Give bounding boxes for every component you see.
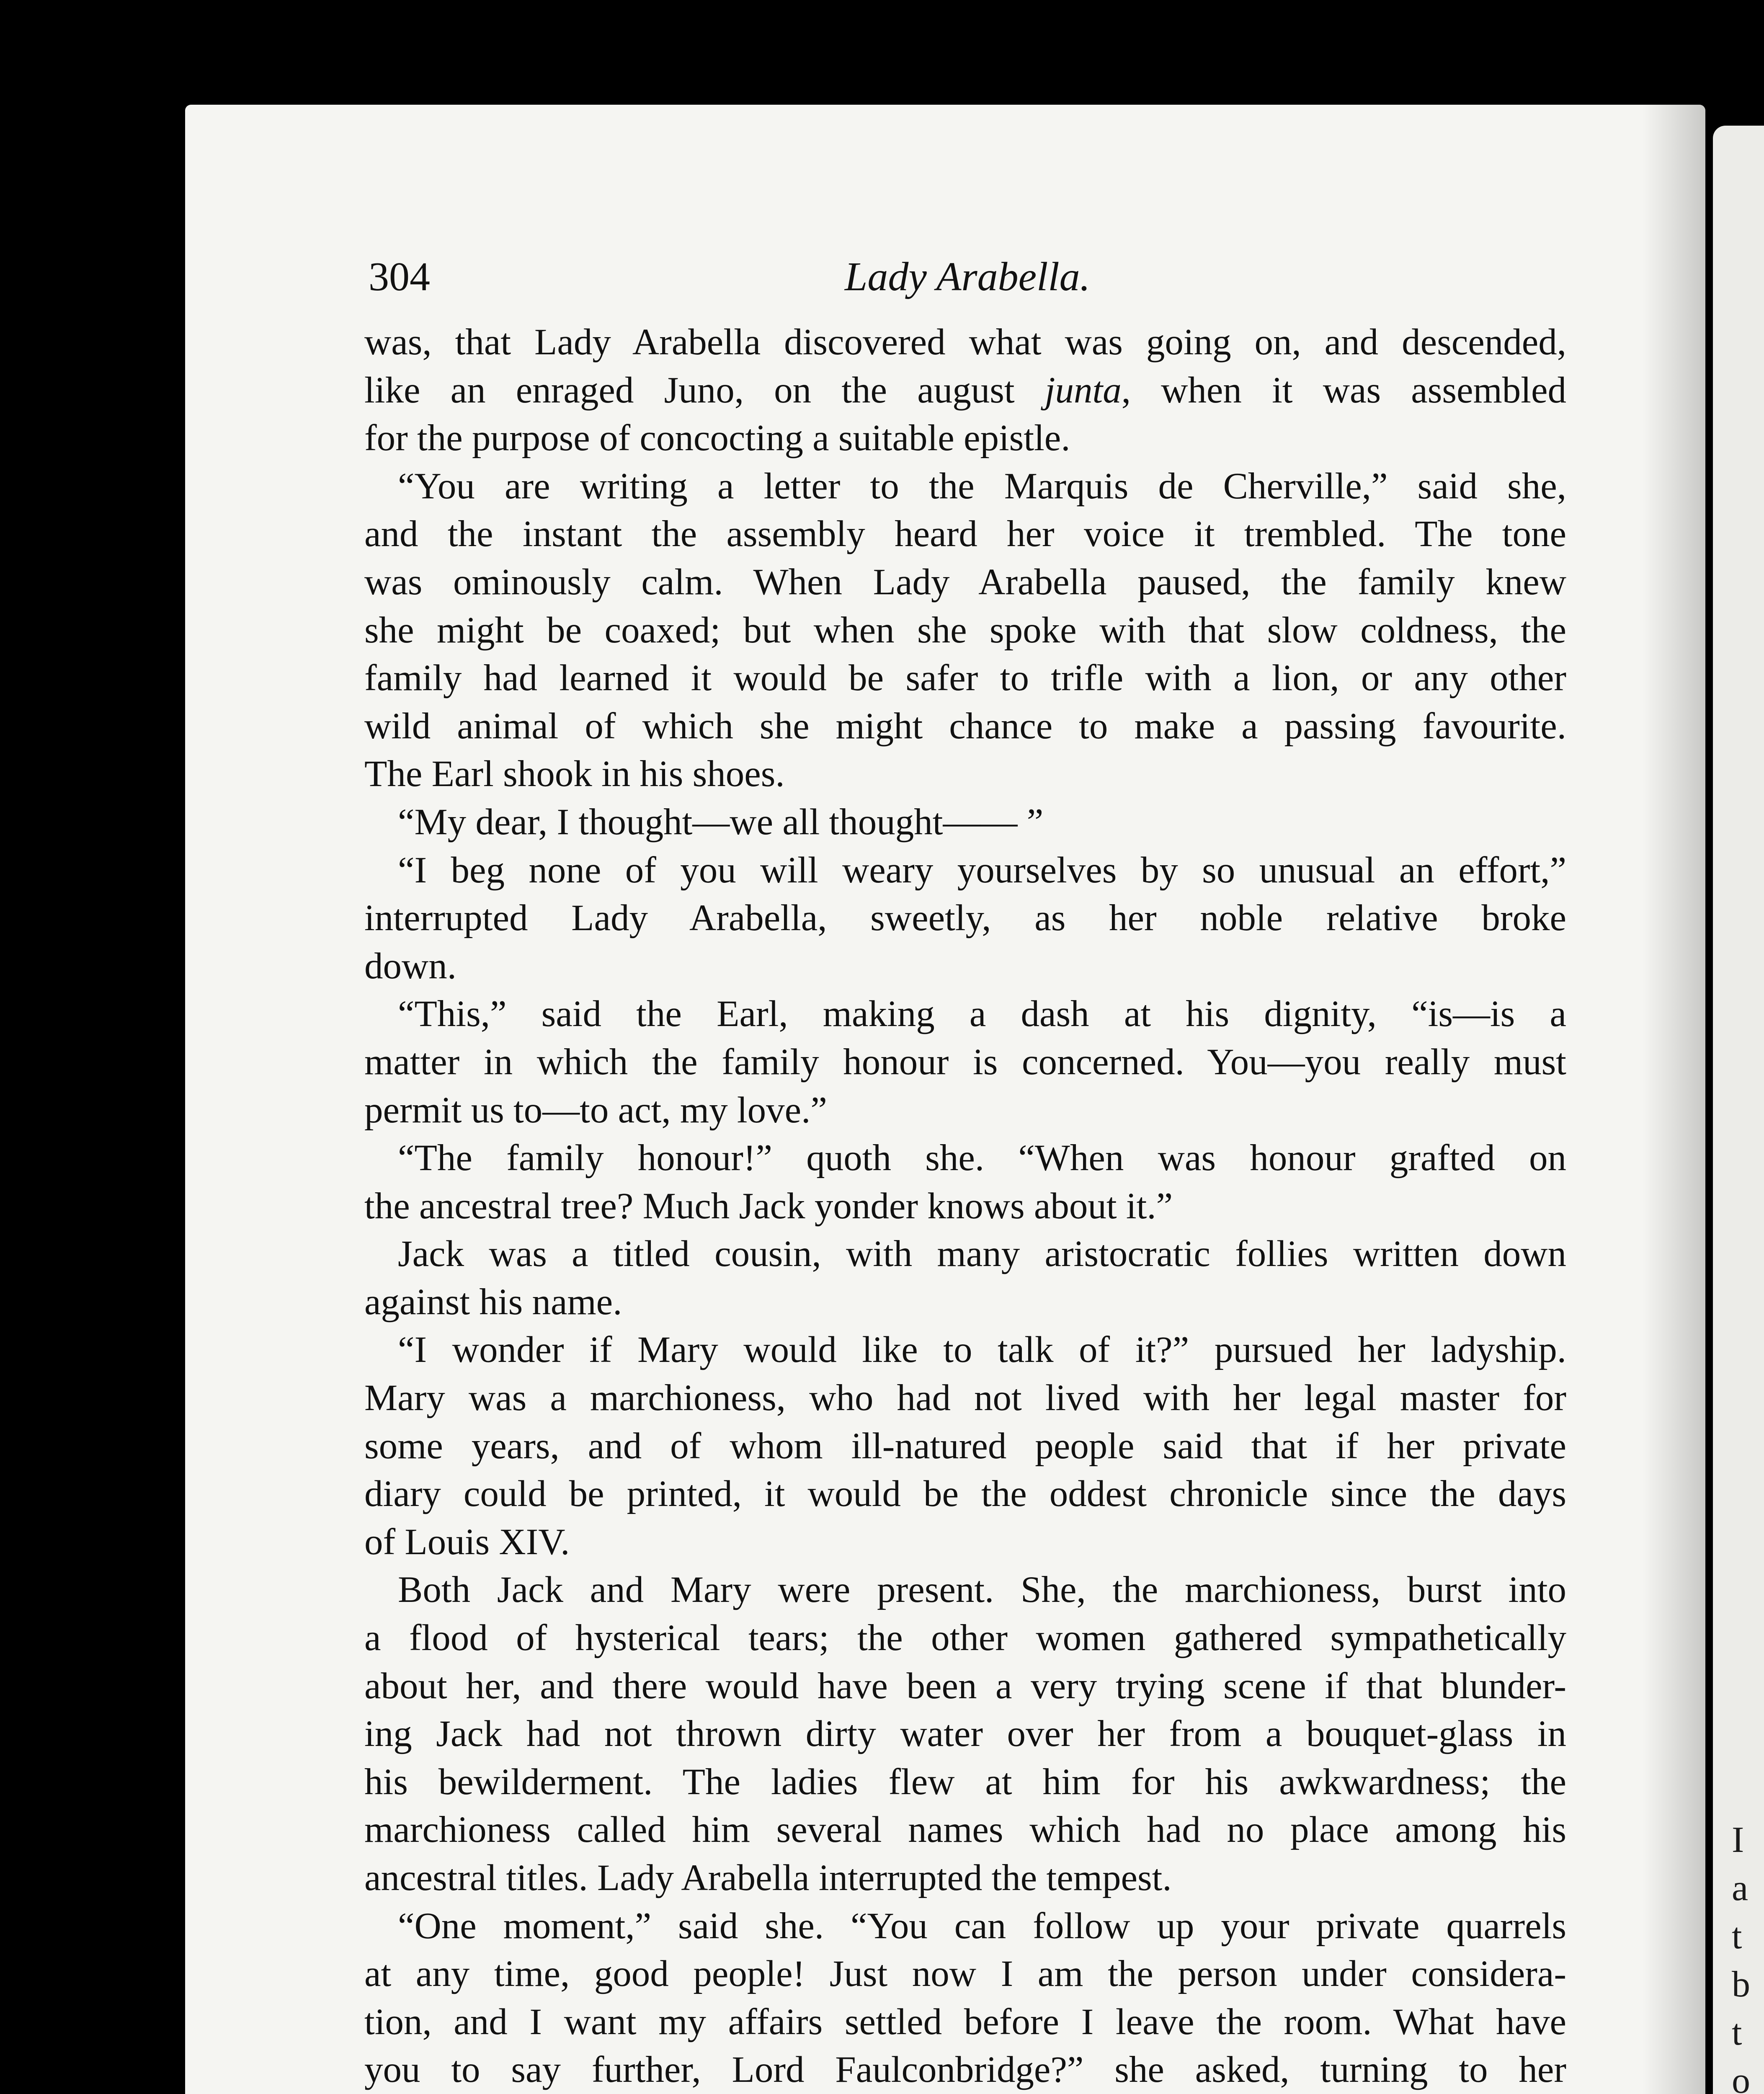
text-line: wild animal of which she might chance to make a passing favourite. <box>364 705 1566 747</box>
text-line: “One moment,” said she. “You can follow up your private quarrels <box>398 1905 1566 1947</box>
next-page-fragment: b <box>1732 1964 1750 2005</box>
next-page-fragment: o <box>1732 2060 1750 2094</box>
page-number: 304 <box>369 254 430 299</box>
next-page-fragment: a <box>1732 1868 1749 1908</box>
text-line: interrupted Lady Arabella, sweetly, as her noble relative broke <box>364 897 1566 939</box>
text-line: for the purpose of concocting a suitable epistle. <box>364 418 1070 459</box>
text-line: down. <box>364 945 457 987</box>
text-line: family had learned it would be safer to trifle with a lion, or any other <box>364 658 1566 699</box>
text-line: was, that Lady Arabella discovered what was going on, and descended, <box>364 322 1566 363</box>
text-line: ancestral titles. Lady Arabella interrupted the tempest. <box>364 1857 1172 1898</box>
next-page-fragment: I <box>1732 1820 1744 1860</box>
next-page-fragment: t <box>1732 2012 1742 2053</box>
text-line: “My dear, I thought—we all thought—— ” <box>398 801 1044 843</box>
running-title: Lady Arabella. <box>844 254 1091 299</box>
page-edge-shadow <box>1643 105 1705 2094</box>
next-page-fragment: t <box>1732 1916 1742 1957</box>
text-line: “I beg none of you will weary yourselves by so unusual an effort,” <box>398 849 1566 891</box>
text-line: permit us to—to act, my love.” <box>364 1089 827 1131</box>
text-line: and the instant the assembly heard her voice it trembled. The tone <box>364 513 1566 555</box>
text-line: “This,” said the Earl, making a dash at his dignity, “is—is a <box>398 993 1566 1035</box>
text-line: Mary was a marchioness, who had not lived with her legal master for <box>364 1377 1566 1419</box>
text-line: Jack was a titled cousin, with many aristocratic follies written down <box>398 1233 1566 1275</box>
text-line: at any time, good people! Just now I am the person under considera- <box>364 1953 1566 1995</box>
text-line: matter in which the family honour is concerned. You—you really must <box>364 1041 1566 1083</box>
text-line: about her, and there would have been a very trying scene if that blunder- <box>364 1665 1566 1707</box>
text-line: of Louis XIV. <box>364 1521 570 1563</box>
body-text <box>364 318 1566 2094</box>
text-line: you to say further, Lord Faulconbridge?” she asked, turning to her <box>364 2049 1566 2091</box>
text-line: “You are writing a letter to the Marquis de Cherville,” said she, <box>398 465 1566 507</box>
text-line: marchioness called him several names which had no place among his <box>364 1809 1566 1851</box>
text-line: his bewilderment. The ladies flew at him for his awkwardness; the <box>364 1761 1566 1803</box>
text-line: was ominously calm. When Lady Arabella paused, the family knew <box>364 561 1566 603</box>
text-line: The Earl shook in his shoes. <box>364 753 785 795</box>
text-line: Both Jack and Mary were present. She, the marchioness, burst into <box>398 1569 1566 1611</box>
text-line: the ancestral tree? Much Jack yonder knows about it.” <box>364 1185 1173 1227</box>
text-line: “I wonder if Mary would like to talk of it?” pursued her ladyship. <box>398 1329 1566 1371</box>
text-line: tion, and I want my affairs settled before I leave the room. What have <box>364 2001 1566 2042</box>
text-line: “The family honour!” quoth she. “When was honour grafted on <box>398 1137 1566 1179</box>
text-line: like an enraged Juno, on the august junta, when it was assembled <box>364 369 1566 411</box>
text-line: against his name. <box>364 1281 622 1323</box>
text-line: diary could be printed, it would be the oddest chronicle since the days <box>364 1473 1566 1515</box>
adjacent-page-edge <box>1713 126 1764 2094</box>
text-line: ing Jack had not thrown dirty water over her from a bouquet-glass in <box>364 1713 1566 1755</box>
text-line: a flood of hysterical tears; the other women gathered sympathetically <box>364 1617 1566 1659</box>
text-line: some years, and of whom ill-natured people said that if her private <box>364 1425 1566 1467</box>
text-line: she might be coaxed; but when she spoke with that slow coldness, the <box>364 609 1566 651</box>
running-header <box>369 253 1566 304</box>
